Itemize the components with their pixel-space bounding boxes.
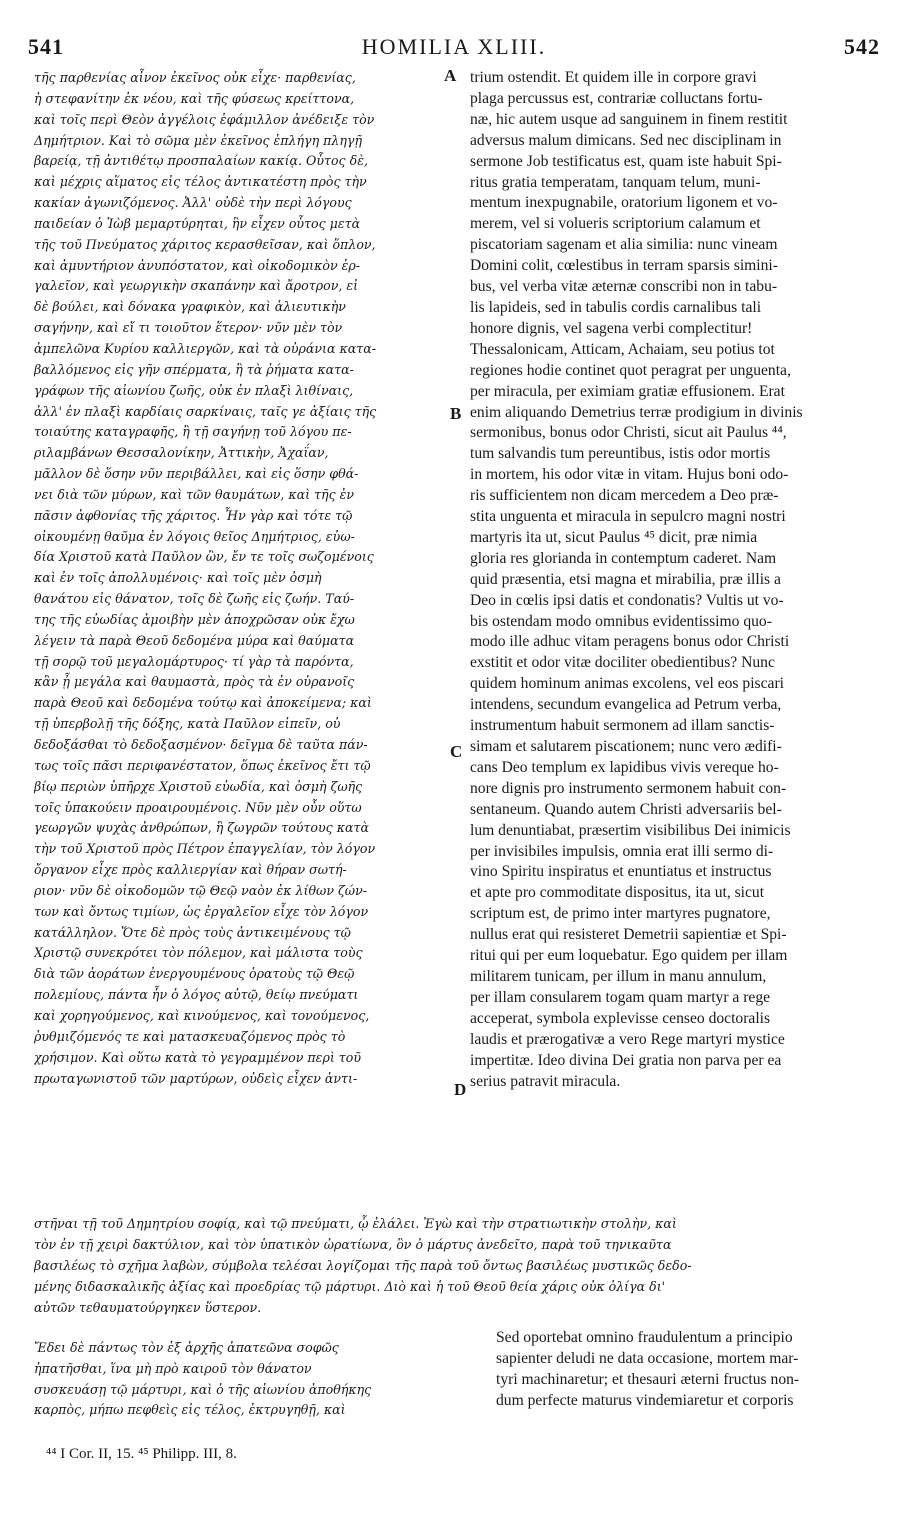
latin-text-line: martyris ita ut, sicut Paulus ⁴⁵ dicit, præ nimia [470,528,758,546]
greek-text-line: γεωργῶν ψυχὰς ἀνθρώπων, ἢ ζωγρῶν τούτους κατὰ [34,820,369,836]
latin-text-line: scriptum est, de primo inter martyres pugnatore, [470,905,771,923]
latin-text-line: quid præsentia, etsi magna et mirabilia, præ illis a [470,570,781,588]
latin-text-line: per invisibiles impulsis, omnia erat illi sermo di- [470,842,774,860]
latin-text-line: nullus erat qui resisteret Demetrii sapientiæ et Spi- [470,926,787,944]
latin-text-line: stita unguenta et miracula in sepulcro magni nostri [470,508,786,526]
latin-text-line: ritus gratia temperatam, tanquam telum, muni- [470,173,761,191]
greek-text-line: ριον· νῦν δὲ οἰκοδομῶν τῷ Θεῷ ναὸν ἐκ λίθων ζών- [34,882,367,898]
greek-text-line: καὶ ἀμυντήριον ἀνυπόστατον, καὶ οἰκοδομικὸν ἐρ- [34,257,361,273]
greek-text-line: ῥυθμιζόμενός τε καὶ ματασκευαζόμενος πρὸς τὸ [34,1028,346,1044]
greek-text-line: αὐτῶν τεθαυματούργηκεν ὕστερον. [34,1300,262,1315]
latin-text-line: piscatoriam sagenam et alia similia: nunc vineam [470,236,778,254]
greek-text-line: γαλεῖον, καὶ γεωργικὴν σκαπάνην καὶ ἄροτρον, εἰ [34,278,359,294]
latin-text-line: merem, vel si volueris scriptorium calamum et [470,215,761,233]
greek-text-line: βίῳ περιὼν ὑπῆρχε Χριστοῦ εὐωδία, καὶ ὀσμὴ ζωῆς [34,778,363,794]
greek-text-line: Ἔδει δὲ πάντως τὸν ἐξ ἀρχῆς ἀπατεῶνα σοφῶς [34,1340,339,1355]
page-header [28,34,880,64]
greek-text-line: ἀμπελῶνα Κυρίου καλλιεργῶν, καὶ τὰ οὐράνια κατα- [34,340,376,356]
greek-text-line: θανάτου εἰς θάνατον, τοῖς δὲ ζωῆς εἰς ζωήν. Ταύ- [34,591,355,607]
greek-lower-paragraph [34,1338,464,1421]
page-title: HOMILIA XLIII. [361,34,547,59]
section-marker-c: C [450,742,463,761]
latin-text-line: serius patravit miracula. [470,1072,621,1090]
greek-text-line: λέγειν τὰ παρὰ Θεοῦ δεδομένα μύρα καὶ θαύματα [34,632,355,648]
greek-full-width-text [34,1213,880,1318]
latin-text-line: bus, vel verba vitæ æternæ conscribi non in tabu- [470,278,778,296]
latin-text-line: simam et salutarem piscationem; nunc vero ædifi- [470,738,782,755]
greek-text-line: τῆς τοῦ Πνεύματος χάριτος κερασθεῖσαν, καὶ ὅπλον, [34,236,376,252]
greek-text-line: τοῖς ὑπακούειν προαιρουμένοις. Νῦν μὲν οὖν οὕτω [34,799,362,815]
latin-text-line: modo ille adhuc vitam peragens bonus odor Christi [470,633,790,651]
latin-text-line: per miracula, per eximiam gratiæ effusionem. Erat [470,382,785,400]
latin-text-line: tum salvandis tum pereuntibus, istis odor mortis [470,445,771,463]
latin-text-line: in mortem, his odor vitæ in vitam. Hujus boni odo- [470,466,789,484]
greek-text-line: ἀλλ' ἐν πλαξὶ καρδίαις σαρκίναις, ταῖς γε ἀξίαις τῆς [34,403,377,419]
greek-text-line: πρωταγωνιστοῦ τῶν μαρτύρων, οὐδεὶς εἶχεν ἀντι- [34,1070,358,1086]
greek-text-line: πολεμίους, πάντα ἦν ὁ λόγος αὐτῷ, θείῳ πνεύματι [34,987,359,1003]
latin-text-line: honore dignis, vel sagena verbi complectitur! [470,319,753,337]
latin-text-line: exstitit et odor vitæ dociliter obedientibus? Nunc [470,654,775,672]
greek-text-line: τὸν ἐν τῇ χειρὶ δακτύλιον, καὶ τὸν ὑπατικὸν ὠρατίωνα, ὃν ὁ μάρτυς ἀνεδεῖτο, παρὰ τοῦ τηνικαῦτα [34,1237,672,1252]
latin-text-line: Domini colit, cœlestibus in terram sparsis simini- [470,257,778,275]
latin-text-line: ritui qui per eum loquebatur. Ego quidem per illam [470,947,788,965]
greek-text-line: κἂν ᾖ μεγάλα καὶ θαυμαστὰ, πρὸς τὰ ἐν οὐρανοῖς [34,674,355,690]
latin-lower-paragraph [496,1328,878,1412]
greek-text-line: βασιλέως τὸ σχῆμα λαβὼν, σύμβολα τελέσαι λογίζομαι τῆς παρὰ τοῦ ὄντως βασιλέως μυστικῶς δεδο- [34,1258,692,1273]
section-marker-d: D [454,1080,467,1099]
greek-text-line: κατάλληλον. Ὅτε δὲ πρὸς τοὺς ἀντικειμένους τῷ [34,924,351,940]
latin-text-line: Deo in cœlis ipsi datis et condonatis? Vultis ut vo- [470,591,784,609]
latin-text-line: quidem hominum animas excolens, vel eos piscari [470,675,784,693]
latin-text-column [470,68,876,1092]
greek-text-line: γράφων τῆς αἰωνίου ζωῆς, οὐκ ἐν πλαξὶ λιθίναις, [34,382,354,398]
latin-text-line: cans Deo templum ex lapidibus vivis vereque ho- [470,758,779,776]
greek-text-line: τὴν τοῦ Χριστοῦ πρὸς Πέτρον ἐπαγγελίαν, τὸν λόγον [34,841,376,857]
greek-text-column [34,68,464,1089]
greek-text-line: ἠπατῆσθαι, ἵνα μὴ πρὸ καιροῦ τὸν θάνατον [34,1360,312,1376]
latin-text-line: sermonibus, bonus odor Christi, sicut ait Paulus ⁴⁴, [470,424,787,442]
latin-text-line: laudis et prærogativæ a vero Rege martyri mystice [470,1030,785,1048]
greek-text-line: καὶ τοῖς περὶ Θεὸν ἀγγέλοις ἐφάμιλλον ἀνέδειξε τὸν [34,111,375,127]
latin-text-line: sentaneum. Quando autem Christi adversariis bel- [470,800,782,818]
greek-text-line: Δημήτριον. Καὶ τὸ σῶμα μὲν ἐκεῖνος ἐπλήγη πληγῇ [34,132,363,148]
latin-text-line: lis lapideis, sed in tabulis cordis carnalibus tali [470,298,762,316]
greek-text-line: των καὶ ὄντως τιμίων, ὡς ἐργαλεῖον εἶχε τὸν λόγον [34,903,369,919]
latin-text-line: tyri machinaretur; et thesauri æterni fructus non- [496,1370,800,1388]
greek-text-line: στῆναι τῇ τοῦ Δημητρίου σοφίᾳ, καὶ τῷ πνεύματι, ᾧ ἐλάλει. Ἐγὼ καὶ τὴν στρατιωτικὴν στολὴν, καὶ [34,1216,677,1231]
greek-text-line: οἰκουμένῃ θαῦμα ἐν λόγοις θεῖος Δημήτριος, εὐω- [34,528,355,544]
latin-text-line: militarem tunicam, per illum in manu annulum, [470,967,767,985]
latin-text-line: gloria res glorianda in contemptum caderet. Nam [470,549,777,567]
page-number-left: 541 [28,34,64,59]
latin-text-line: vino Spiritu inspiratus et enuntiatus et instructus [470,863,772,881]
latin-text-line: Thessalonicam, Atticam, Achaiam, seu potius tot [470,340,775,358]
greek-text-line: σαγήνην, καὶ εἴ τι τοιοῦτον ἕτερον· νῦν μὲν τὸν [34,320,343,336]
greek-text-line: ὄργανον εἶχε πρὸς καλλιεργίαν καὶ θήραν σωτή- [34,862,347,878]
latin-text-line: adversus malum dimicans. Sed nec disciplinam in [470,131,782,149]
greek-text-line: τως τοῖς πᾶσι περιφανέστατον, ὅπως ἐκεῖνος ἔτι τῷ [34,757,371,773]
latin-text-line: intendens, secundum evangelica ad Petrum verba, [470,696,782,714]
latin-text-line: et apte pro commoditate dispositus, ita ut, sicut [470,884,765,902]
latin-text-line: acceperat, symbola explevisse censeo doctoralis [470,1009,771,1027]
latin-text-line: næ, hic autem usque ad sanguinem in finem restitit [470,110,788,128]
page-number-right: 542 [844,34,880,59]
greek-text-line: τῆς παρθενίας αἶνον ἐκεῖνος οὐκ εἶχε· παρθενίας, [34,70,356,85]
greek-text-line: βαλλόμενος εἰς γῆν σπέρματα, ἢ τὰ ῥήματα κατα- [34,361,354,377]
section-marker-a: A [444,66,457,85]
section-marker-b: B [450,404,462,423]
greek-text-line: δία Χριστοῦ κατὰ Παῦλον ὢν, ἔν τε τοῖς σωζομένοις [34,549,374,565]
greek-text-line: βαρείᾳ, τῇ ἀντιθέτῳ προσπαλαίων κακίᾳ. Οὗτος δὲ, [34,153,368,169]
greek-text-line: τῇ σορῷ τοῦ μεγαλομάρτυρος· τί γὰρ τὰ παρόντα, [34,653,354,669]
footnote: ⁴⁴ I Cor. II, 15. ⁴⁵ Philipp. III, 8. [46,1446,237,1462]
greek-text-line: δεδοξάσθαι τὸ δεδοξασμένον· δεῖγμα δὲ ταῦτα πάν- [34,737,368,752]
latin-text-line: ris sufficientem non dicam mercedem a Deo præ- [470,487,779,505]
latin-text-line: nore dignis pro instrumento sermonem habuit con- [470,779,787,797]
latin-text-line: sermone Job testificatus est, quam iste habuit Spi- [470,152,782,170]
greek-text-line: καὶ μέχρις αἵματος εἰς τέλος ἀντικατέστη πρὸς τὴν [34,174,367,190]
greek-text-line: μᾶλλον δὲ ὅσην νῦν περιβάλλει, καὶ εἰς ὅσην φθά- [34,466,359,482]
greek-text-line: δὲ βούλει, καὶ δόνακα γραφικὸν, καὶ ἁλιευτικὴν [34,299,346,315]
latin-text-line: trium ostendit. Et quidem ille in corpore gravi [470,69,757,86]
greek-text-line: μένης διδασκαλικῆς ἀξίας καὶ προεδρίας τῷ μάρτυρι. Διὸ καὶ ἡ τοῦ Θεοῦ θεία χάρις οὐκ ὀλίγα δι' [34,1279,666,1294]
latin-text-line: bis ostendam modo omnibus evidentissimo quo- [470,612,772,630]
latin-text-line: Sed oportebat omnino fraudulentum a principio [496,1329,793,1346]
latin-text-line: enim aliquando Demetrius terræ prodigium in divinis [470,403,803,421]
greek-text-line: παρὰ Θεοῦ καὶ δεδομένα τούτῳ καὶ ἀποκείμενα; καὶ [34,695,372,711]
latin-text-line: instrumentum habuit sermonem ad illam sanctis- [470,717,775,735]
latin-text-line: sapienter deludi ne data occasione, mortem mar- [496,1349,799,1367]
greek-text-line: χρήσιμον. Καὶ οὕτω κατὰ τὸ γεγραμμένον περὶ τοῦ [34,1049,361,1065]
latin-text-line: plaga percussus est, contrariæ colluctans fortu- [470,89,763,107]
latin-text-line: dum perfecte maturus vindemiaretur et corporis [496,1391,794,1409]
greek-text-line: ριλαμβάνων Θεσσαλονίκην, Ἀττικὴν, Ἀχαΐαν, [34,445,329,461]
greek-text-line: ἡ στεφανίτην ἐκ νέου, καὶ τῆς φύσεως κρείττονα, [34,90,355,106]
greek-text-line: συσκευάσῃ τῷ μάρτυρι, καὶ ὁ τῆς αἰωνίου ἀποθήκης [34,1381,372,1397]
greek-text-line: της τῆς εὐωδίας ἀμοιβὴν μὲν ἀποχρῶσαν οὐκ ἔχω [34,611,355,627]
latin-text-line: lum denuntiabat, præsertim visibilibus Dei inimicis [470,821,791,839]
greek-text-line: καὶ χορηγούμενος, καὶ κινούμενος, καὶ τονούμενος, [34,1007,370,1023]
greek-text-line: παιδείαν ὁ Ἰὼβ μεμαρτύρηται, ἣν εἶχεν οὗτος μετὰ [34,215,361,231]
greek-text-line: πᾶσιν ἀφθονίας τῆς χάριτος. Ἦν γὰρ καὶ τότε τῷ [34,507,353,523]
greek-text-line: καρπὸς, μήπω πεφθεὶς εἰς τέλος, ἐκτρυγηθῇ, καὶ [34,1402,346,1418]
greek-text-line: νει διὰ τῶν μύρων, καὶ τῶν θαυμάτων, καὶ τῆς ἐν [34,486,355,502]
greek-text-line: τῇ ὑπερβολῇ τῆς δόξης, κατὰ Παῦλον εἰπεῖν, οὐ [34,716,341,732]
latin-text-line: mentum inexpugnabile, oratorium ligonem et vo- [470,194,778,212]
greek-text-line: Χριστῷ συνεκρότει τὸν πόλεμον, καὶ μάλιστα τοὺς [34,945,363,961]
latin-text-line: impertitæ. Ideo divina Dei gratia non parva per ea [470,1051,782,1069]
latin-text-line: per illam consularem togam quam martyr a rege [470,988,771,1006]
greek-text-line: καὶ ἐν τοῖς ἀπολλυμένοις· καὶ τοῖς μὲν ὀσμὴ [34,570,322,586]
greek-text-line: τοιαύτης καταγραφῆς, ἢ τῇ σαγήνῃ τοῦ λόγου πε- [34,424,352,440]
greek-text-line: διὰ τῶν ἀοράτων ἐνεργουμένους ὁρατοὺς τῷ Θεῷ [34,966,355,982]
latin-text-line: regiones hodie continet quot peragrat per unguenta, [470,361,791,379]
greek-text-line: κακίαν ἀγωνιζόμενος. Ἀλλ' οὐδὲ τὴν περὶ λόγους [34,195,352,211]
